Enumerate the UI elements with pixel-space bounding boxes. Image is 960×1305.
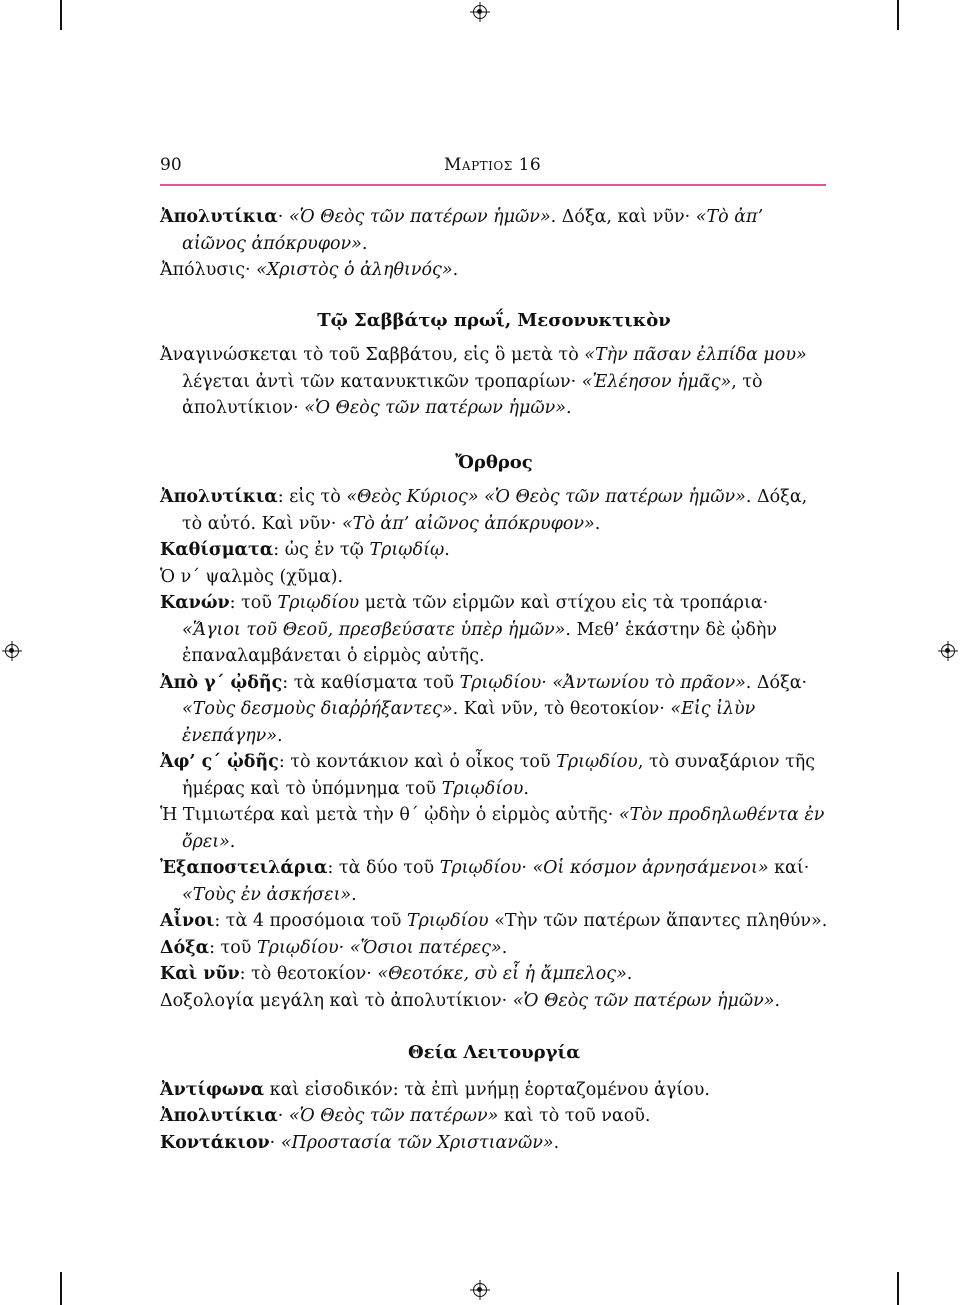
header-rule: [160, 184, 826, 186]
orthros-doxologia: Δοξολογία μεγάλη καὶ τὸ ἀπολυτίκιον· «Ὁ Θεὸς τῶν πατέρων ἡμῶν».: [160, 990, 781, 1011]
mesonyktikon-paragraph: Ἀναγινώσκεται τὸ τοῦ Σαββάτου, εἰς ὃ μετὰ τὸ «Τὴν πᾶσαν ἐλπίδα μου» λέγεται ἀντὶ τῶν κατανυκτικῶν τροπαρίων· «Ἐλέησον ἡμᾶς», τὸ ἀπολυτίκιον· «Ὁ Θεὸς τῶν πατέρων ἡμῶν».: [160, 345, 807, 418]
crop-mark-top-left: [60, 0, 62, 30]
page-number: 90: [160, 155, 182, 175]
orthros-kai-nyn: Καὶ νῦν: τὸ θεοτοκίον· «Θεοτόκε, σὺ εἶ ἡ ἄμπελος».: [160, 964, 633, 984]
running-header: [160, 155, 826, 185]
orthros-doxa: Δόξα: τοῦ Τριῳδίου· «Ὅσιοι πατέρες».: [160, 937, 508, 958]
crop-mark-top-right: [897, 0, 899, 30]
page-body: [160, 204, 828, 1156]
section-heading-orthros: Ὄρθρος: [455, 451, 533, 473]
registration-mark-right-icon: [941, 644, 955, 658]
orthros-exaposteilaria: Ἐξαποστειλάρια: τὰ δύο τοῦ Τριῳδίου· «Οἱ κόσμον ἀρνησάμενοι» καί· «Τοὺς ἐν ἀσκήσει».: [160, 858, 810, 905]
liturgy-antiphona: Ἀντίφωνα καὶ εἰσοδικόν: τὰ ἐπὶ μνήμῃ ἑορταζομένου ἁγίου.: [160, 1079, 710, 1100]
apolytikia-line: Ἀπολυτίκια· «Ὁ Θεὸς τῶν πατέρων ἡμῶν». Δόξα, καὶ νῦν· «Τὸ ἀπ’ αἰῶνος ἀπόκρυφον».: [160, 207, 764, 254]
orthros-af-st-odis: Ἀφ’ ς΄ ᾠδῆς: τὸ κοντάκιον καὶ ὁ οἶκος τοῦ Τριῳδίου, τὸ συναξάριον τῆς ἡμέρας καὶ τὸ ὑπόμνημα τοῦ Τριῳδίου.: [160, 752, 816, 799]
orthros-apo-g-odis: Ἀπὸ γ΄ ᾠδῆς: τὰ καθίσματα τοῦ Τριῳδίου· «Ἀντωνίου τὸ πρᾶον». Δόξα· «Τοὺς δεσμοὺς διαῤῥήξαντες». Καὶ νῦν, τὸ θεοτοκίον· «Εἰς ἰλὺν ἐνεπάγην».: [160, 672, 808, 746]
liturgy-kontakion: Κοντάκιον· «Προστασία τῶν Χριστιανῶν».: [160, 1132, 560, 1153]
registration-mark-left-icon: [5, 644, 19, 658]
crop-mark-bottom-left: [60, 1272, 62, 1305]
registration-mark-bottom-icon: [473, 1283, 487, 1297]
section-heading-liturgy: Θεία Λειτουργία: [407, 1042, 581, 1063]
section-heading-mesonyktikon: Τῷ Σαββάτῳ πρωΐ, Μεσονυκτικὸν: [317, 309, 671, 331]
orthros-apolytikia: Ἀπολυτίκια: εἰς τὸ «Θεὸς Κύριος» «Ὁ Θεὸς τῶν πατέρων ἡμῶν». Δόξα, τὸ αὐτό. Καὶ νῦν· «Τὸ ἀπ’ αἰῶνος ἀπόκρυφον».: [160, 487, 808, 534]
registration-mark-top-icon: [473, 5, 487, 19]
orthros-kanon: Κανών: τοῦ Τριῳδίου μετὰ τῶν εἱρμῶν καὶ στίχου εἰς τὰ τροπάρια· «Ἅγιοι τοῦ Θεοῦ, πρεσβεύσατε ὑπὲρ ἡμῶν». Μεθ’ ἑκάστην δὲ ᾠδὴν ἐπαναλαμβάνεται ὁ εἱρμὸς αὐτῆς.: [160, 593, 777, 666]
orthros-ainoi: Αἶνοι: τὰ 4 προσόμοια τοῦ Τριῳδίου «Τὴν τῶν πατέρων ἅπαντες πληθύν».: [160, 911, 828, 931]
apolysis-line: Ἀπόλυσις· «Χριστὸς ὁ ἀληθινός».: [160, 260, 459, 280]
orthros-psalm: Ὁ ν΄ ψαλμὸς (χῦμα).: [160, 566, 344, 587]
liturgy-apolytikia: Ἀπολυτίκια· «Ὁ Θεὸς τῶν πατέρων» καὶ τὸ τοῦ ναοῦ.: [160, 1106, 651, 1126]
crop-mark-bottom-right: [897, 1272, 899, 1305]
orthros-kathismata: Καθίσματα: ὡς ἐν τῷ Τριῳδίῳ.: [160, 540, 450, 560]
running-title: Μαρτιος 16: [444, 155, 542, 175]
orthros-timiotera: Ἡ Τιμιωτέρα καὶ μετὰ τὴν θ΄ ᾠδὴν ὁ εἱρμὸς αὐτῆς· «Τὸν προδηλωθέντα ἐν ὄρει».: [160, 805, 825, 852]
